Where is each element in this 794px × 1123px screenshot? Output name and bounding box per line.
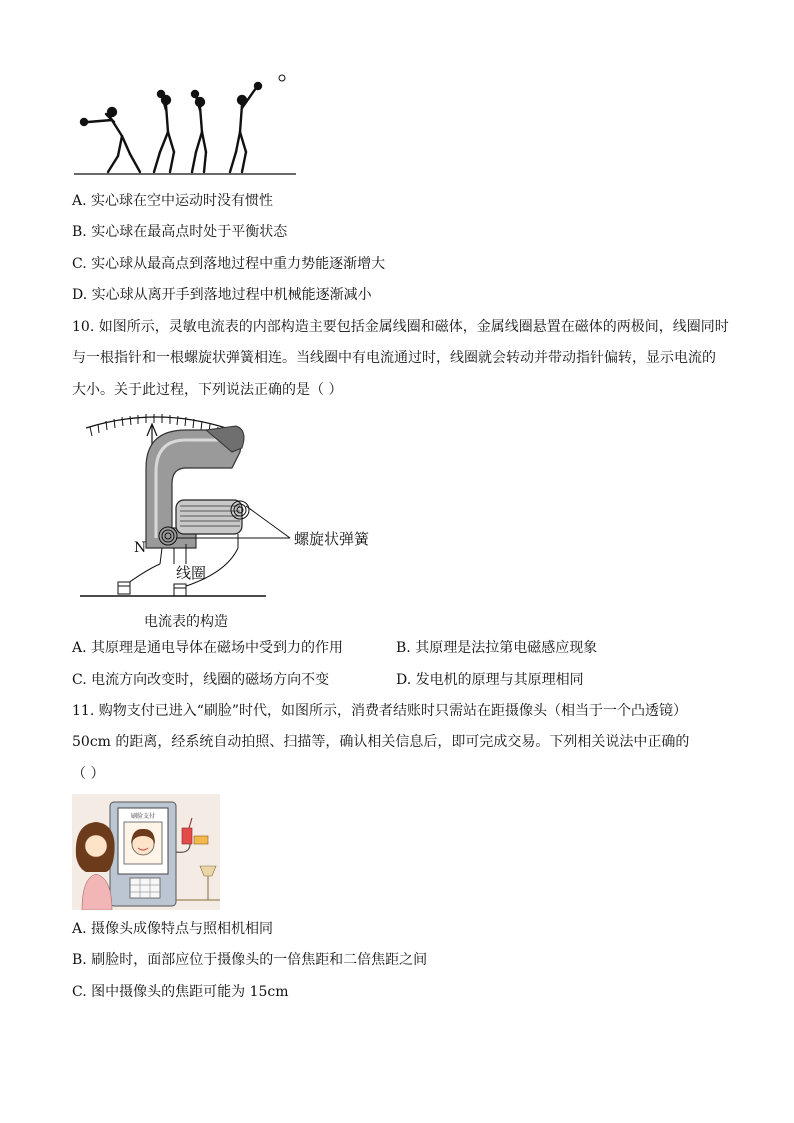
ball-top	[279, 75, 285, 81]
q10-option-d: D. 发电机的原理与其原理相同	[396, 672, 584, 688]
screen-title: 刷脸支付	[130, 813, 156, 820]
athlete-figure-2	[154, 91, 174, 172]
q10-option-c: C. 电流方向改变时，线圈的磁场方向不变	[72, 672, 330, 688]
q9-option-a: A. 实心球在空中运动时没有惯性	[72, 193, 274, 209]
galvanometer-caption: 电流表的构造	[144, 614, 228, 630]
drink-cup	[182, 828, 192, 844]
north-pole-label: N	[134, 540, 147, 556]
q11-stem-line-3: （ ）	[72, 766, 105, 782]
shotput-sequence-figure	[70, 70, 300, 178]
q11-option-b: B. 刷脸时，面部应位于摄像头的一倍焦距和二倍焦距之间	[72, 952, 428, 968]
q11-option-c: C. 图中摄像头的焦距可能为 15cm	[72, 984, 289, 1000]
face-payment-figure	[72, 794, 220, 910]
q10-option-a: A. 其原理是通电导体在磁场中受到力的作用	[72, 640, 344, 656]
coil-label: 线圈	[176, 564, 207, 582]
q10-stem-line-3: 大小。关于此过程，下列说法正确的是（ ）	[72, 382, 343, 398]
athlete-figure-4	[230, 83, 261, 172]
food-box	[194, 836, 208, 844]
galvanometer-figure	[76, 408, 386, 604]
athlete-figure-1	[81, 108, 140, 172]
woman-face	[85, 835, 107, 857]
terminal-left	[118, 582, 130, 594]
q11-option-a: A. 摄像头成像特点与照相机相同	[72, 921, 274, 937]
spring-callout-1	[246, 506, 290, 538]
q11-stem-line-1: 11. 购物支付已进入“刷脸”时代，如图所示，消费者结账时只需站在距摄像头（相当于一个凸透镜）	[72, 703, 688, 719]
q9-option-b: B. 实心球在最高点时处于平衡状态	[72, 224, 288, 240]
q10-option-b: B. 其原理是法拉第电磁感应现象	[396, 640, 598, 656]
athlete-figure-3	[192, 91, 206, 172]
q9-option-d: D. 实心球从离开手到落地过程中机械能逐渐减小	[72, 287, 372, 303]
terminal-right	[174, 584, 186, 596]
q10-stem-line-1: 10. 如图所示，灵敏电流表的内部构造主要包括金属线圈和磁体，金属线圈悬置在磁体的两极间，线圈同时	[72, 319, 729, 335]
spring-label: 螺旋状弹簧	[294, 530, 370, 548]
q11-stem-line-2: 50cm 的距离，经系统自动拍照、扫描等，确认相关信息后，即可完成交易。下列相关说法中正确的	[72, 734, 690, 750]
q10-stem-line-2: 与一根指针和一根螺旋状弹簧相连。当线圈中有电流通过时，线圈就会转动并带动指针偏转，显示电流的	[72, 350, 716, 366]
kiosk-keypad	[130, 878, 160, 898]
q9-option-c: C. 实心球从最高点到落地过程中重力势能逐渐增大	[72, 256, 386, 272]
